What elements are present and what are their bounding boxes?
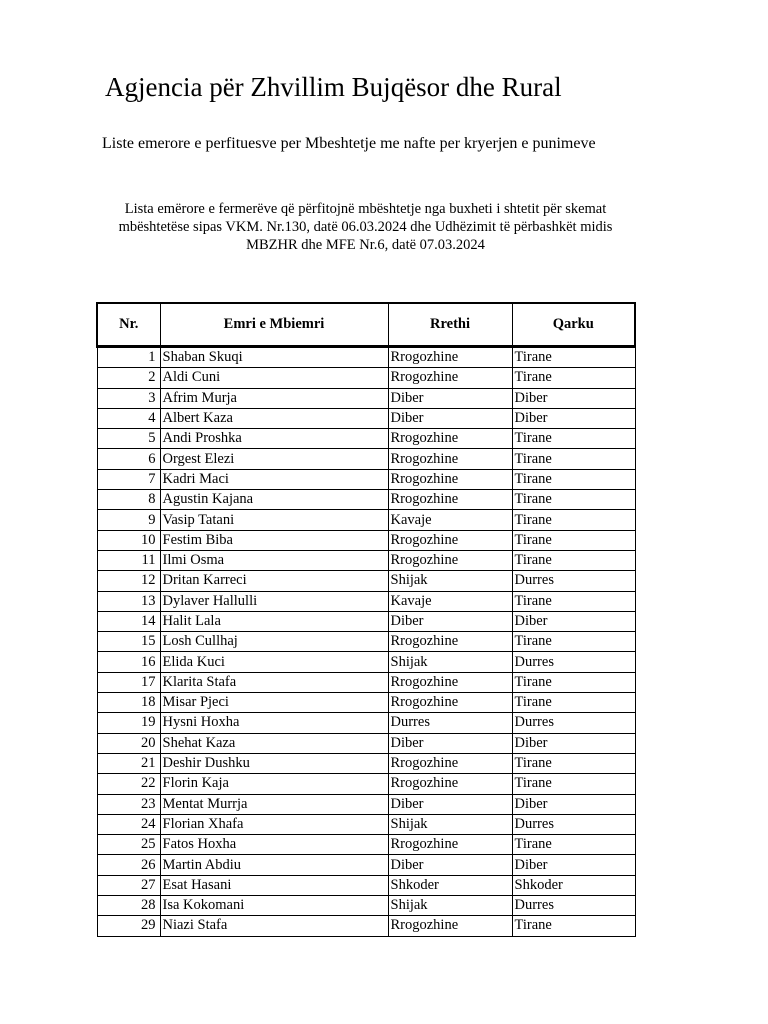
cell-name: Andi Proshka [160,429,388,449]
cell-qarku: Durres [512,713,635,733]
cell-name: Albert Kaza [160,408,388,428]
beneficiaries-table [96,302,636,937]
cell-qarku: Tirane [512,368,635,388]
cell-name: Festim Biba [160,530,388,550]
cell-name: Orgest Elezi [160,449,388,469]
cell-name: Isa Kokomani [160,896,388,916]
cell-nr: 16 [97,652,160,672]
cell-qarku: Durres [512,814,635,834]
cell-nr: 24 [97,814,160,834]
cell-nr: 23 [97,794,160,814]
cell-rrethi: Rrogozhine [388,835,512,855]
cell-qarku: Durres [512,896,635,916]
cell-name: Elida Kuci [160,652,388,672]
cell-nr: 1 [97,347,160,368]
table-row [97,429,635,449]
description-line: Lista emërore e fermerëve që përfitojnë mbështetje nga buxheti i shtetit për skemat [124,201,607,217]
cell-nr: 10 [97,530,160,550]
cell-nr: 11 [97,550,160,570]
cell-rrethi: Rrogozhine [388,753,512,773]
cell-name: Fatos Hoxha [160,835,388,855]
table-row [97,733,635,753]
cell-qarku: Tirane [512,774,635,794]
cell-rrethi: Rrogozhine [388,347,512,368]
cell-rrethi: Rrogozhine [388,368,512,388]
table-row [97,896,635,916]
cell-name: Agustin Kajana [160,490,388,510]
cell-qarku: Tirane [512,429,635,449]
cell-name: Florian Xhafa [160,814,388,834]
cell-rrethi: Shkoder [388,875,512,895]
table-row [97,875,635,895]
table-row [97,753,635,773]
cell-name: Dylaver Hallulli [160,591,388,611]
cell-nr: 12 [97,571,160,591]
cell-qarku: Tirane [512,591,635,611]
cell-nr: 4 [97,408,160,428]
table-row [97,530,635,550]
table-row [97,571,635,591]
cell-qarku: Diber [512,733,635,753]
cell-rrethi: Durres [388,713,512,733]
table-row [97,652,635,672]
table-row [97,713,635,733]
cell-rrethi: Rrogozhine [388,530,512,550]
cell-rrethi: Diber [388,733,512,753]
cell-nr: 19 [97,713,160,733]
table-row [97,368,635,388]
table-row [97,388,635,408]
cell-rrethi: Diber [388,794,512,814]
cell-name: Esat Hasani [160,875,388,895]
cell-rrethi: Kavaje [388,510,512,530]
cell-rrethi: Rrogozhine [388,550,512,570]
table-row [97,916,635,936]
cell-name: Afrim Murja [160,388,388,408]
cell-nr: 18 [97,693,160,713]
cell-nr: 3 [97,388,160,408]
column-header-rrethi: Rrethi [388,303,512,347]
cell-qarku: Diber [512,408,635,428]
cell-name: Florin Kaja [160,774,388,794]
table-row [97,408,635,428]
cell-name: Kadri Maci [160,469,388,489]
cell-name: Klarita Stafa [160,672,388,692]
cell-qarku: Tirane [512,550,635,570]
cell-qarku: Tirane [512,835,635,855]
cell-nr: 2 [97,368,160,388]
column-header-name: Emri e Mbiemri [160,303,388,347]
table-row [97,855,635,875]
cell-qarku: Tirane [512,632,635,652]
cell-name: Deshir Dushku [160,753,388,773]
column-header-nr: Nr. [97,303,160,347]
cell-qarku: Diber [512,855,635,875]
cell-nr: 20 [97,733,160,753]
cell-nr: 15 [97,632,160,652]
cell-rrethi: Shijak [388,814,512,834]
cell-nr: 9 [97,510,160,530]
cell-rrethi: Shijak [388,896,512,916]
cell-qarku: Tirane [512,693,635,713]
cell-qarku: Tirane [512,530,635,550]
table-row [97,347,635,368]
cell-qarku: Tirane [512,916,635,936]
cell-name: Misar Pjeci [160,693,388,713]
table-row [97,510,635,530]
cell-qarku: Diber [512,388,635,408]
cell-name: Vasip Tatani [160,510,388,530]
cell-rrethi: Rrogozhine [388,916,512,936]
cell-name: Hysni Hoxha [160,713,388,733]
cell-qarku: Tirane [512,753,635,773]
table-row [97,814,635,834]
table-row [97,794,635,814]
cell-rrethi: Rrogozhine [388,429,512,449]
cell-name: Losh Cullhaj [160,632,388,652]
cell-name: Dritan Karreci [160,571,388,591]
cell-qarku: Tirane [512,469,635,489]
table-row [97,550,635,570]
description-line: MBZHR dhe MFE Nr.6, datë 07.03.2024 [246,237,485,253]
cell-qarku: Durres [512,571,635,591]
table-header-row [97,303,635,347]
cell-name: Aldi Cuni [160,368,388,388]
cell-qarku: Durres [512,652,635,672]
cell-rrethi: Rrogozhine [388,469,512,489]
cell-nr: 17 [97,672,160,692]
cell-name: Shehat Kaza [160,733,388,753]
cell-qarku: Diber [512,794,635,814]
cell-nr: 8 [97,490,160,510]
table-row [97,693,635,713]
cell-rrethi: Rrogozhine [388,774,512,794]
cell-nr: 26 [97,855,160,875]
table-row [97,469,635,489]
cell-name: Niazi Stafa [160,916,388,936]
table-row [97,672,635,692]
cell-nr: 5 [97,429,160,449]
table-row [97,449,635,469]
cell-name: Martin Abdiu [160,855,388,875]
cell-qarku: Tirane [512,510,635,530]
cell-rrethi: Rrogozhine [388,490,512,510]
table-row [97,611,635,631]
cell-nr: 27 [97,875,160,895]
cell-rrethi: Kavaje [388,591,512,611]
table-row [97,632,635,652]
cell-qarku: Shkoder [512,875,635,895]
table-row [97,774,635,794]
column-header-qarku: Qarku [512,303,635,347]
cell-nr: 28 [97,896,160,916]
cell-rrethi: Shijak [388,571,512,591]
cell-name: Shaban Skuqi [160,347,388,368]
cell-rrethi: Rrogozhine [388,693,512,713]
cell-rrethi: Rrogozhine [388,632,512,652]
cell-qarku: Diber [512,611,635,631]
cell-rrethi: Rrogozhine [388,672,512,692]
cell-rrethi: Diber [388,855,512,875]
table-row [97,835,635,855]
cell-nr: 29 [97,916,160,936]
cell-rrethi: Diber [388,611,512,631]
cell-name: Halit Lala [160,611,388,631]
cell-name: Ilmi Osma [160,550,388,570]
cell-nr: 13 [97,591,160,611]
cell-nr: 25 [97,835,160,855]
page-title: Agjencia për Zhvillim Bujqësor dhe Rural [105,72,562,102]
cell-qarku: Tirane [512,449,635,469]
cell-qarku: Tirane [512,672,635,692]
cell-nr: 6 [97,449,160,469]
cell-nr: 21 [97,753,160,773]
table-row [97,490,635,510]
cell-nr: 7 [97,469,160,489]
cell-rrethi: Shijak [388,652,512,672]
cell-rrethi: Diber [388,408,512,428]
description [96,200,635,254]
cell-nr: 22 [97,774,160,794]
description-line: mbështetëse sipas VKM. Nr.130, datë 06.03.2024 dhe Udhëzimit të përbashkët midis [118,219,613,235]
table-body [97,347,635,937]
cell-name: Mentat Murrja [160,794,388,814]
cell-rrethi: Diber [388,388,512,408]
cell-rrethi: Rrogozhine [388,449,512,469]
cell-qarku: Tirane [512,347,635,368]
cell-qarku: Tirane [512,490,635,510]
page-subtitle: Liste emerore e perfituesve per Mbeshtetje me nafte per kryerjen e punimeve [102,135,596,152]
cell-nr: 14 [97,611,160,631]
table-row [97,591,635,611]
